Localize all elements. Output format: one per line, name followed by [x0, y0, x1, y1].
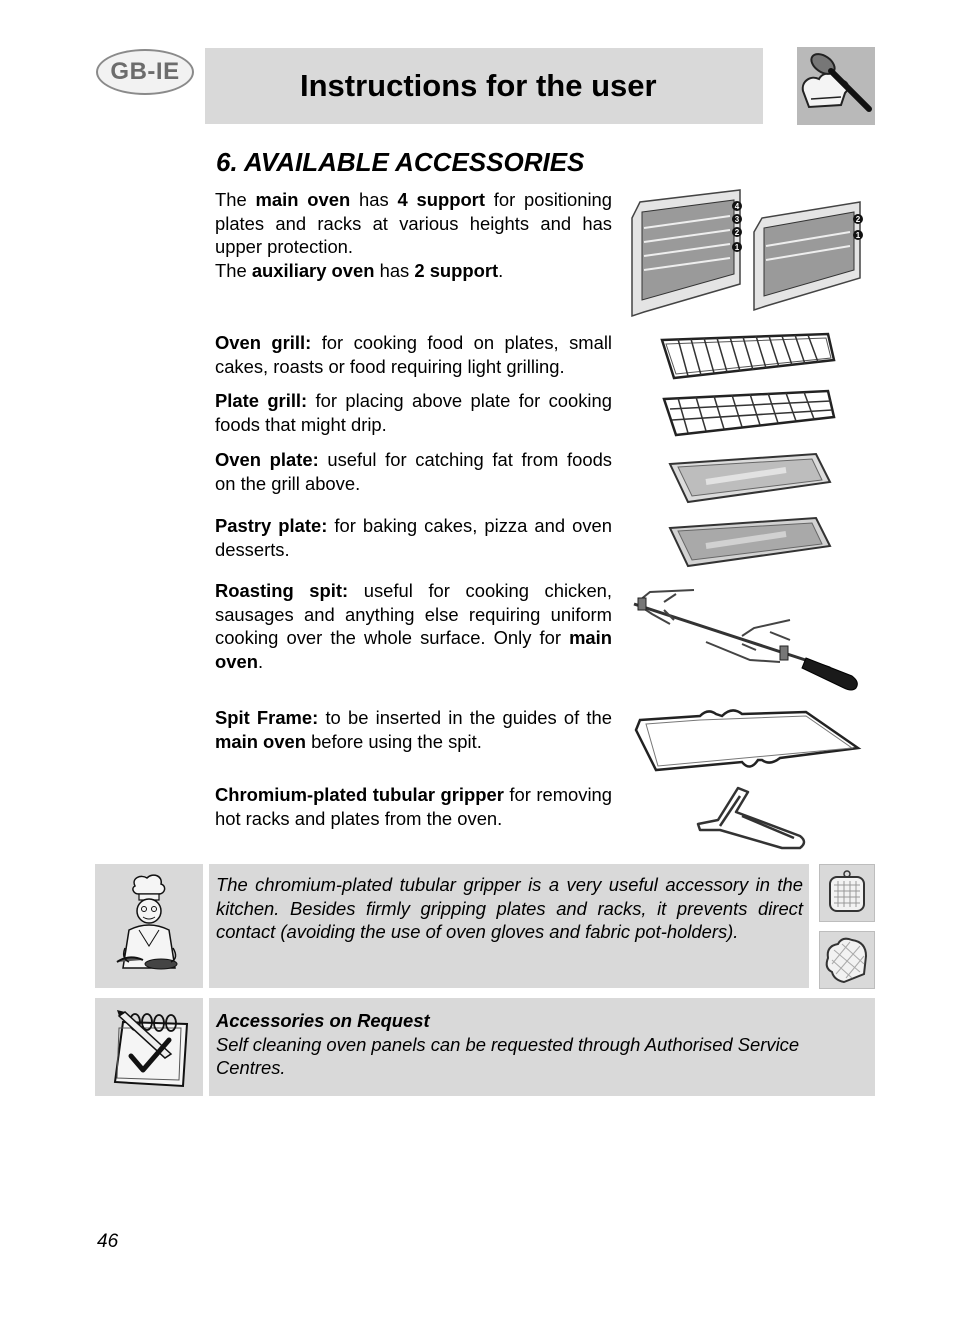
- text-run: for positioning plates and racks at various heights and has upper protection.: [215, 189, 612, 257]
- pastry-plate-icon: [666, 516, 832, 570]
- text-run: The: [215, 189, 256, 210]
- notepad-checkmark-icon: [95, 998, 203, 1096]
- spit-frame-icon: [630, 700, 864, 776]
- support-label: 1: [855, 231, 861, 240]
- accessory-desc: before using the spit.: [305, 730, 482, 752]
- oven-plate-icon: [666, 452, 832, 506]
- accessory-name: Spit Frame:: [215, 707, 319, 728]
- text-run: has: [374, 260, 415, 281]
- request-note: [209, 998, 875, 1096]
- request-text: Self cleaning oven panels can be requested through Authorised Service Centres.: [216, 1033, 800, 1078]
- request-title: Accessories on Request: [216, 1010, 430, 1031]
- support-label: 2: [855, 215, 861, 224]
- main-oven-term: main oven: [215, 730, 306, 752]
- accessory-desc: to be inserted in the guides of the: [318, 707, 612, 728]
- plate-grill-icon: [660, 387, 836, 439]
- support-count: 2 support: [414, 260, 499, 281]
- accessory-desc: useful for catching fat from foods on the grill above.: [215, 449, 612, 494]
- accessory-name: Oven grill:: [215, 332, 312, 353]
- accessory-spit-frame: [215, 706, 612, 753]
- gripper-note: The chromium-plated tubular gripper is a very useful accessory in the kitchen. Besides firmly gripping plates and racks, it prevents direct contact (avoiding the use of oven gloves and fabric pot-holders).: [209, 864, 809, 988]
- accessory-oven-grill: [215, 331, 612, 378]
- oven-support-figure: [630, 188, 866, 320]
- header-bar: [205, 48, 763, 124]
- chef-icon: [95, 864, 203, 988]
- intro-paragraph-aux: [215, 259, 612, 283]
- support-count: 4 support: [397, 189, 485, 210]
- accessory-desc: .: [257, 650, 264, 672]
- support-label: 1: [734, 243, 740, 252]
- support-label: 4: [734, 202, 740, 211]
- accessory-desc: for cooking food on plates, small cakes, roasts or food requiring light grilling.: [215, 332, 612, 377]
- accessory-pastry-plate: [215, 514, 612, 561]
- accessory-name: Pastry plate:: [215, 515, 328, 536]
- accessory-name: Plate grill:: [215, 390, 308, 411]
- accessory-roasting-spit: [215, 579, 612, 673]
- section-title: 6. AVAILABLE ACCESSORIES: [216, 147, 585, 177]
- accessory-desc: useful for cooking chicken, sausages and anything else requiring uniform cooking over the whole surface. Only for: [215, 580, 613, 648]
- oven-glove-icon: [819, 931, 875, 989]
- spoon-and-chef-hat-icon: [797, 47, 875, 125]
- accessory-oven-plate: [215, 448, 612, 495]
- main-oven-cavity: [632, 190, 740, 316]
- page-number: 46: [97, 1231, 119, 1252]
- region-badge: GB-IE: [96, 49, 194, 95]
- support-label: 2: [734, 228, 740, 237]
- aux-oven-term: auxiliary oven: [251, 260, 375, 281]
- accessory-name: Oven plate:: [215, 449, 319, 470]
- text-run: has: [350, 189, 398, 210]
- tubular-gripper-icon: [690, 782, 812, 854]
- accessory-name: Chromium-plated tubular gripper: [215, 784, 504, 805]
- intro-paragraph: [215, 188, 612, 259]
- accessory-tubular-gripper: [215, 783, 612, 830]
- oven-grill-icon: [658, 330, 836, 382]
- pot-holder-icon: [819, 864, 875, 922]
- aux-oven-cavity: [754, 202, 860, 310]
- accessory-desc: for removing hot racks and plates from the oven.: [215, 784, 612, 829]
- accessory-plate-grill: [215, 389, 612, 436]
- roasting-spit-icon: [630, 584, 862, 694]
- page-header-title: Instructions for the user: [300, 68, 657, 103]
- support-label: 3: [734, 215, 740, 224]
- accessory-desc: for placing above plate for cooking foods that might drip.: [215, 390, 612, 435]
- text-run: .: [498, 260, 504, 281]
- main-oven-term: main oven: [215, 627, 612, 672]
- accessory-name: Roasting spit:: [215, 580, 349, 601]
- accessory-desc: for baking cakes, pizza and oven desserts.: [215, 515, 612, 560]
- text-run: The: [215, 260, 252, 281]
- main-oven-term: main oven: [255, 189, 351, 210]
